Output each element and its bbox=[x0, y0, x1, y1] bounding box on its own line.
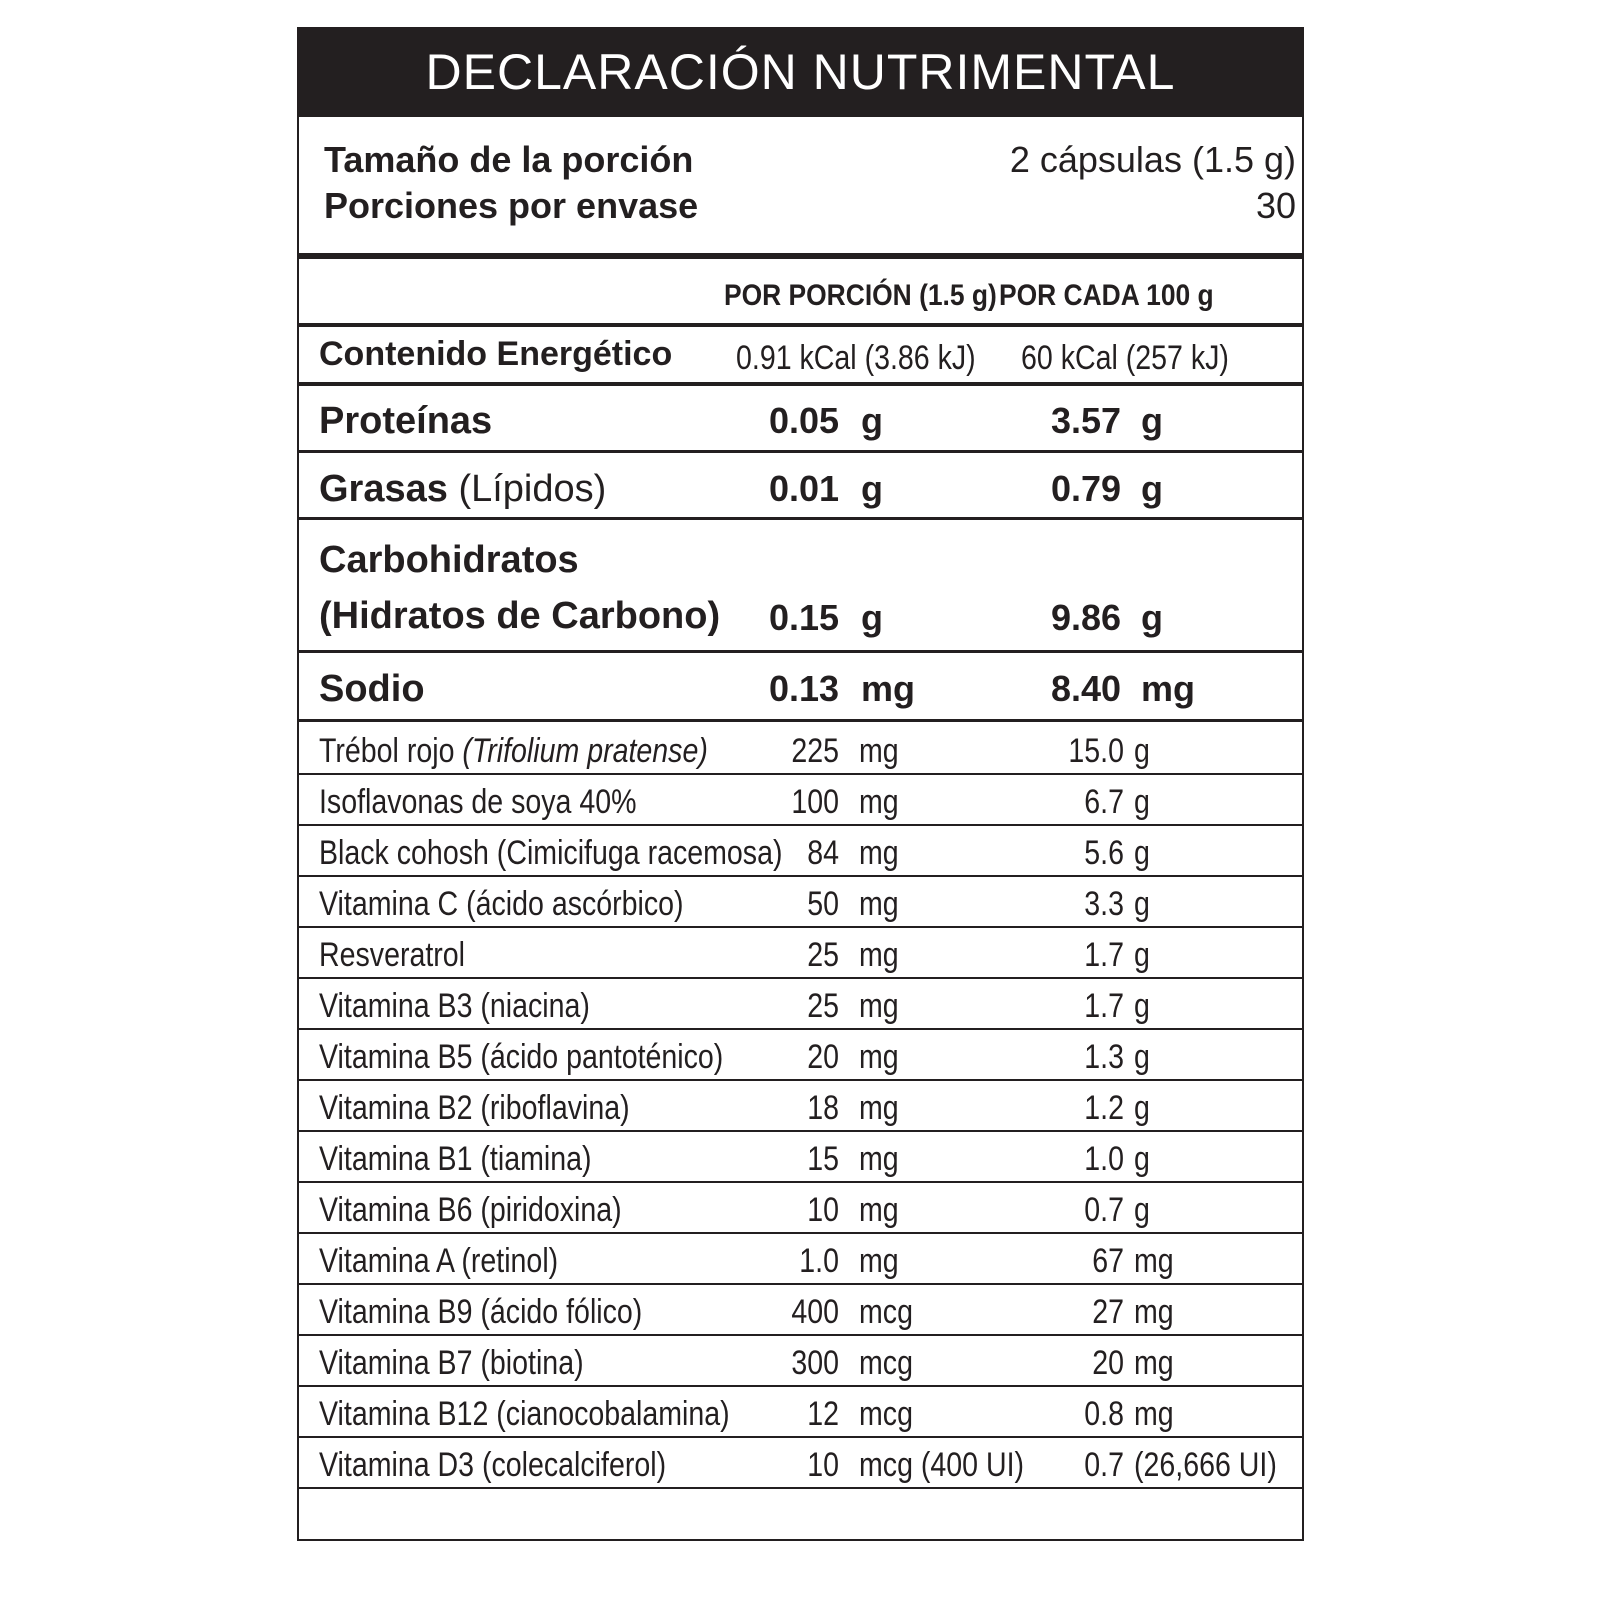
per-serving-value: 25 bbox=[807, 987, 839, 1025]
per-100g-value: 8.40 bbox=[1051, 668, 1122, 709]
per-100g-value: 1.7 bbox=[1084, 987, 1124, 1025]
per-serving-value: 25 bbox=[807, 936, 839, 974]
per-100g-value: 15.0 bbox=[1068, 732, 1124, 770]
servings-per-container-label: Porciones por envase bbox=[324, 185, 699, 226]
per-100g-value: 0.79 bbox=[1051, 468, 1122, 509]
nutrient-label bbox=[319, 400, 492, 443]
ingredient-row bbox=[299, 826, 1302, 877]
per-serving-value: 0.15 bbox=[769, 597, 840, 638]
ingredient-name: Vitamina B5 (ácido pantoténico) bbox=[319, 1038, 724, 1076]
ingredient-name: Vitamina C (ácido ascórbico) bbox=[319, 885, 684, 923]
ingredient-row bbox=[299, 1081, 1302, 1132]
ingredient-row bbox=[299, 1387, 1302, 1438]
ingredient-row bbox=[299, 928, 1302, 979]
per-serving-unit: g bbox=[861, 468, 883, 509]
per-100g-unit: mg bbox=[1134, 1242, 1174, 1280]
per-serving-unit: mg bbox=[859, 987, 899, 1025]
nutrient-row bbox=[299, 386, 1302, 452]
per-100g-value: 0.7 bbox=[1084, 1191, 1124, 1229]
per-100g-value: 0.7 bbox=[1084, 1446, 1124, 1484]
divider bbox=[299, 1487, 1302, 1489]
per-serving-unit: mg bbox=[859, 1191, 899, 1229]
per-100g-value: 1.7 bbox=[1084, 936, 1124, 974]
energy-per-100g: 60 kCal (257 kJ) bbox=[1021, 339, 1229, 377]
per-serving-value: 100 bbox=[791, 783, 839, 821]
per-serving-unit: mg bbox=[859, 783, 899, 821]
energy-per-serving: 0.91 kCal (3.86 kJ) bbox=[736, 339, 976, 377]
per-100g-value: 3.57 bbox=[1051, 400, 1122, 441]
ingredient-label bbox=[319, 1140, 592, 1179]
per-100g-unit: g bbox=[1141, 400, 1163, 441]
divider bbox=[299, 650, 1302, 653]
per-100g-unit: mg bbox=[1134, 1344, 1174, 1382]
per-serving-value: 15 bbox=[807, 1140, 839, 1178]
per-100g-unit: g bbox=[1134, 732, 1150, 770]
ingredient-name: Vitamina B1 (tiamina) bbox=[319, 1140, 592, 1178]
nutrient-label bbox=[319, 668, 425, 711]
per-100g-value: 67 bbox=[1092, 1242, 1124, 1280]
ingredient-name: Vitamina A (retinol) bbox=[319, 1242, 559, 1280]
per-100g-value: 3.3 bbox=[1084, 885, 1124, 923]
ingredient-label bbox=[319, 1242, 558, 1281]
ingredient-row bbox=[299, 1183, 1302, 1234]
serving-info bbox=[299, 125, 1302, 255]
divider bbox=[299, 450, 1302, 453]
panel-title: DECLARACIÓN NUTRIMENTAL bbox=[425, 44, 1176, 100]
nutrient-name: Grasas bbox=[319, 468, 448, 510]
column-header-per-100g: POR CADA 100 g bbox=[999, 279, 1214, 312]
per-serving-value: 84 bbox=[807, 834, 839, 872]
serving-size-label: Tamaño de la porción bbox=[324, 139, 694, 180]
per-100g-unit: mg bbox=[1141, 668, 1195, 709]
per-serving-value: 0.05 bbox=[769, 400, 840, 441]
ingredient-name: Vitamina B7 (biotina) bbox=[319, 1344, 584, 1382]
ingredient-label bbox=[319, 1395, 730, 1434]
ingredient-label bbox=[319, 987, 590, 1026]
ingredient-row bbox=[299, 775, 1302, 826]
title-bar bbox=[299, 29, 1302, 115]
per-serving-unit: mg bbox=[859, 1089, 899, 1127]
ingredient-label bbox=[319, 1293, 642, 1332]
nutrient-row bbox=[299, 454, 1302, 519]
ingredient-label bbox=[319, 1344, 584, 1383]
per-100g-value: 0.8 bbox=[1084, 1395, 1124, 1433]
ingredient-name: Isoflavonas de soya 40% bbox=[319, 783, 637, 821]
column-header-row bbox=[299, 267, 1302, 327]
per-serving-unit: mg bbox=[859, 834, 899, 872]
per-serving-unit: mcg bbox=[859, 1293, 913, 1331]
per-100g-value: 5.6 bbox=[1084, 834, 1124, 872]
ingredient-row bbox=[299, 1336, 1302, 1387]
energy-row bbox=[299, 327, 1302, 383]
per-100g-unit: g bbox=[1134, 834, 1150, 872]
ingredient-row bbox=[299, 1030, 1302, 1081]
ingredient-row bbox=[299, 877, 1302, 928]
column-header-per-serving: POR PORCIÓN (1.5 g) bbox=[724, 279, 997, 312]
ingredient-label bbox=[319, 732, 708, 771]
per-serving-unit: mg bbox=[859, 1038, 899, 1076]
per-100g-unit: g bbox=[1134, 1140, 1150, 1178]
divider bbox=[299, 253, 1302, 259]
ingredient-row bbox=[299, 1438, 1302, 1489]
ingredient-row bbox=[299, 979, 1302, 1030]
nutrient-name: Proteínas bbox=[319, 400, 493, 442]
nutrition-facts-panel bbox=[297, 27, 1304, 1541]
per-serving-value: 10 bbox=[807, 1446, 839, 1484]
nutrient-name: Carbohidratos bbox=[319, 539, 579, 581]
ingredient-name: Resveratrol bbox=[319, 936, 466, 974]
per-100g-unit: g bbox=[1134, 885, 1150, 923]
ingredient-label bbox=[319, 1191, 622, 1230]
ingredient-label bbox=[319, 1446, 666, 1485]
per-serving-unit: g bbox=[861, 597, 883, 638]
per-serving-unit: mg bbox=[861, 668, 915, 709]
ingredient-row bbox=[299, 1234, 1302, 1285]
serving-size-value: 2 cápsulas (1.5 g) bbox=[1009, 139, 1296, 180]
per-serving-value: 400 bbox=[791, 1293, 839, 1331]
per-100g-value: 1.2 bbox=[1084, 1089, 1124, 1127]
per-serving-value: 20 bbox=[807, 1038, 839, 1076]
ingredient-name: Black cohosh (Cimicifuga racemosa) bbox=[319, 834, 783, 872]
divider bbox=[299, 719, 1302, 722]
servings-per-container-row bbox=[324, 185, 1296, 227]
per-100g-unit: g bbox=[1134, 783, 1150, 821]
nutrient-name: Sodio bbox=[319, 668, 425, 710]
energy-label: Contenido Energético bbox=[319, 335, 673, 373]
per-100g-value: 27 bbox=[1092, 1293, 1124, 1331]
per-serving-unit: mg bbox=[859, 1242, 899, 1280]
per-serving-unit: mg bbox=[859, 1140, 899, 1178]
per-100g-unit: g bbox=[1134, 936, 1150, 974]
per-100g-unit: g bbox=[1134, 1038, 1150, 1076]
ingredient-row bbox=[299, 1132, 1302, 1183]
per-serving-value: 12 bbox=[807, 1395, 839, 1433]
per-100g-value: 20 bbox=[1092, 1344, 1124, 1382]
ingredient-label bbox=[319, 885, 684, 924]
per-100g-value: 9.86 bbox=[1051, 597, 1122, 638]
per-100g-unit: g bbox=[1141, 597, 1163, 638]
per-100g-value: 1.3 bbox=[1084, 1038, 1124, 1076]
ingredient-label bbox=[319, 936, 465, 975]
per-100g-unit: g bbox=[1134, 1191, 1150, 1229]
ingredient-label bbox=[319, 783, 637, 822]
ingredient-scientific-name: (Trifolium pratense) bbox=[462, 732, 708, 770]
per-100g-unit: mg bbox=[1134, 1293, 1174, 1331]
ingredient-label bbox=[319, 1038, 723, 1077]
per-serving-unit: g bbox=[861, 400, 883, 441]
per-serving-unit: mcg bbox=[859, 1395, 913, 1433]
ingredient-name: Trébol rojo bbox=[319, 732, 463, 770]
ingredient-name: Vitamina B3 (niacina) bbox=[319, 987, 590, 1025]
per-serving-value: 50 bbox=[807, 885, 839, 923]
per-serving-unit: mcg bbox=[859, 1344, 913, 1382]
nutrient-row bbox=[299, 654, 1302, 721]
per-100g-unit: mg bbox=[1134, 1395, 1174, 1433]
per-100g-unit: g bbox=[1134, 1089, 1150, 1127]
per-serving-value: 10 bbox=[807, 1191, 839, 1229]
ingredient-row bbox=[299, 1285, 1302, 1336]
serving-size-row bbox=[324, 139, 1296, 181]
per-serving-value: 0.01 bbox=[769, 468, 840, 509]
nutrient-row bbox=[299, 521, 1302, 652]
ingredient-name: Vitamina B6 (piridoxina) bbox=[319, 1191, 622, 1229]
nutrient-name-detail: (Lípidos) bbox=[447, 468, 607, 510]
per-serving-unit: mg bbox=[859, 732, 899, 770]
per-100g-unit: g bbox=[1141, 468, 1163, 509]
per-serving-value: 300 bbox=[791, 1344, 839, 1382]
per-serving-value: 1.0 bbox=[799, 1242, 839, 1280]
per-serving-unit: mg bbox=[859, 885, 899, 923]
nutrient-name-detail: (Hidratos de Carbono) bbox=[319, 595, 721, 637]
divider bbox=[299, 517, 1302, 520]
per-100g-unit: g bbox=[1134, 987, 1150, 1025]
per-100g-value: 1.0 bbox=[1084, 1140, 1124, 1178]
ingredient-name: Vitamina D3 (colecalciferol) bbox=[319, 1446, 667, 1484]
nutrient-label bbox=[319, 539, 579, 582]
ingredient-name: Vitamina B9 (ácido fólico) bbox=[319, 1293, 643, 1331]
per-serving-unit: mg bbox=[859, 936, 899, 974]
ingredient-row bbox=[299, 724, 1302, 775]
ingredient-label bbox=[319, 1089, 630, 1128]
servings-per-container-value: 30 bbox=[1255, 185, 1296, 226]
per-serving-value: 0.13 bbox=[769, 668, 840, 709]
ingredient-name: Vitamina B12 (cianocobalamina) bbox=[319, 1395, 730, 1433]
per-serving-value: 18 bbox=[807, 1089, 839, 1127]
ingredient-name: Vitamina B2 (riboflavina) bbox=[319, 1089, 630, 1127]
ingredient-label bbox=[319, 834, 782, 873]
per-100g-unit: (26,666 UI) bbox=[1134, 1446, 1277, 1484]
per-serving-unit: mcg (400 UI) bbox=[859, 1446, 1025, 1484]
per-serving-value: 225 bbox=[791, 732, 839, 770]
per-100g-value: 6.7 bbox=[1084, 783, 1124, 821]
nutrient-label bbox=[319, 468, 606, 511]
